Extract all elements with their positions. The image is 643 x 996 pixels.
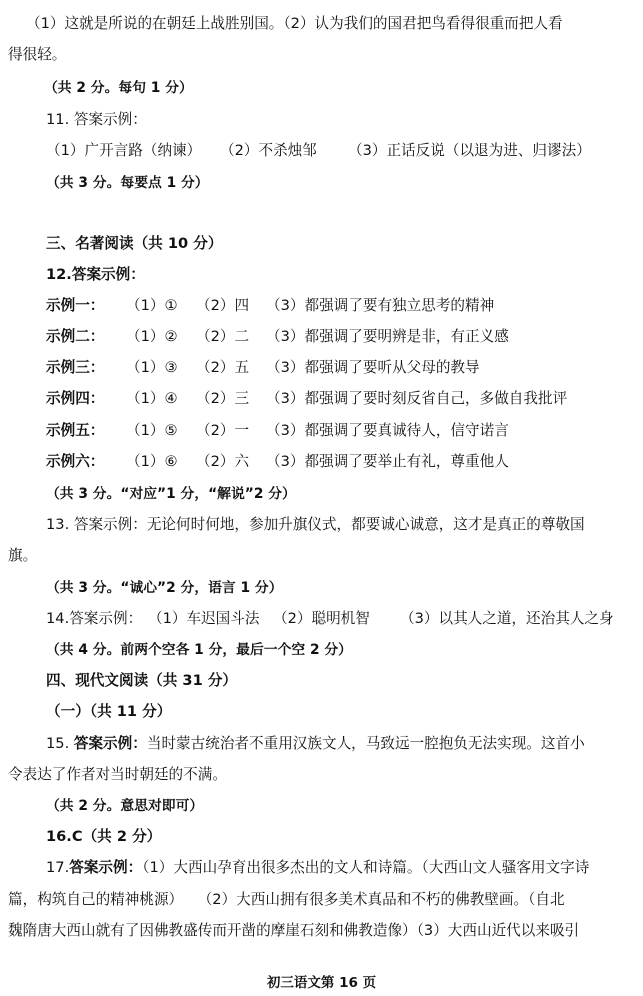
q12-example-row bbox=[46, 389, 643, 409]
q13-answer-line2: 旗。 bbox=[8, 547, 38, 564]
q11-answers bbox=[46, 141, 643, 161]
section4-title: 四、现代文阅读（共 31 分） bbox=[46, 672, 238, 689]
q11-title: 11. 答案示例： bbox=[46, 111, 147, 128]
q11-option-3: （3）正话反说（以退为进、归谬法） bbox=[348, 142, 591, 159]
example-label: 示例六： bbox=[46, 453, 105, 470]
section4-part1-title: （一）（共 11 分） bbox=[46, 703, 172, 720]
q17-answer-line3: 魏隋唐大西山就有了因佛教盛传而开凿的摩崖石刻和佛教造像）（3）大西山近代以来吸引 bbox=[8, 922, 580, 939]
q12-title: 12.答案示例： bbox=[46, 266, 145, 283]
q10-answer-line2: 得很轻。 bbox=[8, 46, 67, 63]
q11-score: （共 3 分。每要点 1 分） bbox=[46, 175, 209, 191]
q15-number: 15. bbox=[46, 735, 74, 752]
example-match: （1）⑥ bbox=[126, 453, 178, 470]
example-match: （1）① bbox=[126, 297, 178, 314]
q11-option-2: （2）不杀烛邹 bbox=[220, 142, 317, 159]
example-explanation: （3）都强调了要明辨是非，有正义感 bbox=[266, 328, 509, 345]
example-chapter: （2）四 bbox=[196, 297, 250, 314]
q17-answer-line1 bbox=[46, 858, 643, 878]
example-label: 示例一： bbox=[46, 297, 105, 314]
q15-label: 答案示例： bbox=[73, 735, 147, 752]
example-chapter: （2）三 bbox=[196, 390, 250, 407]
q15-text: 当时蒙古统治者不重用汉族文人，马致远一腔抱负无法实现。这首小 bbox=[146, 735, 585, 752]
q10-answer-line1: （1）这就是所说的在朝廷上战胜别国。（2）认为我们的国君把鸟看得很重而把人看 bbox=[26, 15, 563, 32]
q12-example-row bbox=[46, 452, 643, 472]
q14-score: （共 4 分。前两个空各 1 分，最后一个空 2 分） bbox=[46, 642, 352, 658]
q17-number: 17. bbox=[46, 859, 70, 876]
example-chapter: （2）二 bbox=[196, 328, 250, 345]
q12-example-row bbox=[46, 296, 643, 316]
example-explanation: （3）都强调了要有独立思考的精神 bbox=[266, 297, 495, 314]
example-label: 示例四： bbox=[46, 390, 105, 407]
example-chapter: （2）六 bbox=[196, 453, 250, 470]
example-label: 示例三： bbox=[46, 359, 105, 376]
page-footer: 初三语文第 16 页 bbox=[266, 975, 377, 991]
example-chapter: （2）五 bbox=[196, 359, 250, 376]
q10-score: （共 2 分。每句 1 分） bbox=[44, 80, 193, 96]
q12-example-row bbox=[46, 327, 643, 347]
example-explanation: （3）都强调了要听从父母的教导 bbox=[266, 359, 480, 376]
q15-answer-line2: 令表达了作者对当时朝廷的不满。 bbox=[8, 766, 227, 783]
q13-score: （共 3 分。“诚心”2 分，语言 1 分） bbox=[46, 580, 283, 596]
example-explanation: （3）都强调了要举止有礼，尊重他人 bbox=[266, 453, 509, 470]
example-match: （1）⑤ bbox=[126, 422, 178, 439]
q13-answer-line1: 13. 答案示例：无论何时何地，参加升旗仪式，都要诚心诚意，这才是真正的尊敬国 bbox=[46, 516, 585, 533]
section3-title: 三、名著阅读（共 10 分） bbox=[46, 235, 223, 252]
q12-score: （共 3 分。“对应”1 分，“解说”2 分） bbox=[46, 486, 296, 502]
q14-answers bbox=[46, 609, 643, 629]
example-label: 示例二： bbox=[46, 328, 105, 345]
q16-answer: 16.C（共 2 分） bbox=[46, 828, 162, 845]
example-match: （1）② bbox=[126, 328, 178, 345]
example-chapter: （2）一 bbox=[196, 422, 250, 439]
q17-text: （1）大西山孕育出很多杰出的文人和诗篇。（大西山文人骚客用文字诗 bbox=[142, 859, 590, 876]
q14-title: 14.答案示例： bbox=[46, 610, 143, 627]
q15-score: （共 2 分。意思对即可） bbox=[46, 798, 204, 814]
q14-option-3: （3）以其人之道，还治其人之身 bbox=[400, 610, 614, 627]
q14-option-2: （2）聪明机智 bbox=[273, 610, 370, 627]
example-match: （1）④ bbox=[126, 390, 178, 407]
q12-example-row bbox=[46, 358, 643, 378]
q14-option-1: （1）车迟国斗法 bbox=[148, 610, 260, 627]
q17-label: 答案示例： bbox=[69, 859, 143, 876]
example-explanation: （3）都强调了要时刻反省自己，多做自我批评 bbox=[266, 390, 568, 407]
q12-example-row bbox=[46, 421, 643, 441]
q11-option-1: （1）广开言路（纳谏） bbox=[46, 142, 202, 159]
example-explanation: （3）都强调了要真诚待人，信守诺言 bbox=[266, 422, 509, 439]
q15-answer-line1 bbox=[46, 734, 643, 754]
example-match: （1）③ bbox=[126, 359, 178, 376]
example-label: 示例五： bbox=[46, 422, 105, 439]
q17-answer-line2: 篇，构筑自己的精神桃源） （2）大西山拥有很多美术真品和不朽的佛教壁画。（自北 bbox=[8, 891, 565, 908]
